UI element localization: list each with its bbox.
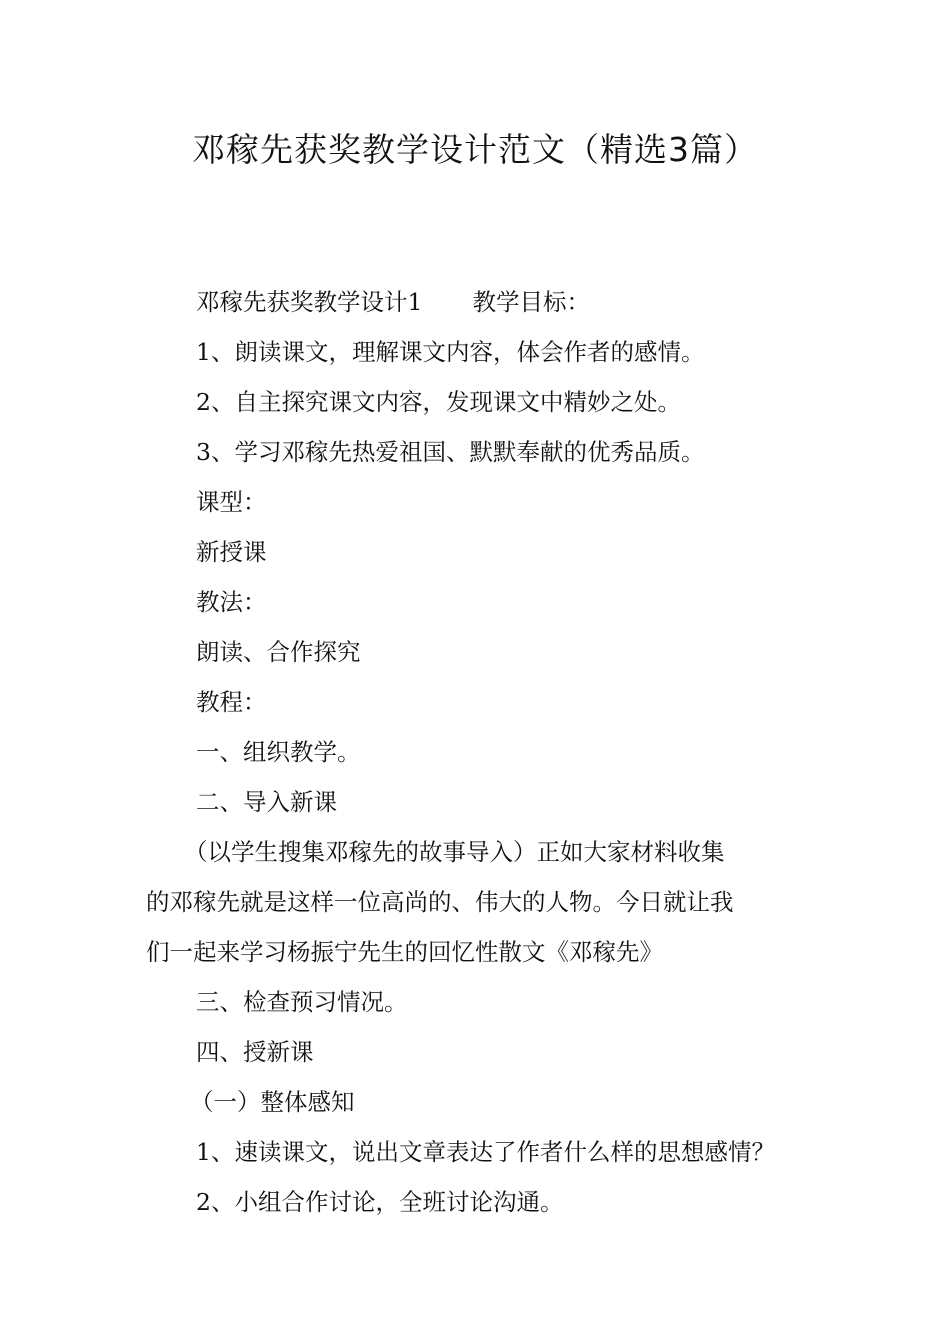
text-line: 2、自主探究课文内容，发现课文中精妙之处。 [196,388,681,416]
text-line: 三、检查预习情况。 [196,988,408,1016]
section-heading [146,277,816,327]
text-line: 1、速读课文，说出文章表达了作者什么样的思想感情？ [196,1138,775,1166]
document-body [146,277,816,1227]
text-line: 二、导入新课 [196,788,337,816]
text-line: 2、小组合作讨论，全班讨论沟通。 [196,1188,564,1216]
text-line: 课型： [196,488,267,516]
text-line: 新授课 [196,538,267,566]
text-line: 1、朗读课文，理解课文内容，体会作者的感情。 [196,338,705,366]
text-line: 四、授新课 [196,1038,314,1066]
paragraph-line: （以学生搜集邓稼先的故事导入）正如大家材料收集 [184,838,725,866]
text-line: （一）整体感知 [190,1088,355,1116]
text-line: 3、学习邓稼先热爱祖国、默默奉献的优秀品质。 [196,438,705,466]
text-line: 一、组织教学。 [196,738,361,766]
section-heading-goals: 教学目标： [472,288,590,316]
text-line: 朗读、合作探究 [196,638,361,666]
text-line: 教程： [196,688,267,716]
paragraph-line: 们一起来学习杨振宁先生的回忆性散文《邓稼先》 [146,938,663,966]
text-line: 教法： [196,588,267,616]
section-heading-design: 邓稼先获奖教学设计1 [196,288,423,316]
document-title: 邓稼先获奖教学设计范文（精选3篇） [192,130,758,169]
paragraph-line: 的邓稼先就是这样一位高尚的、伟大的人物。今日就让我 [146,888,734,916]
